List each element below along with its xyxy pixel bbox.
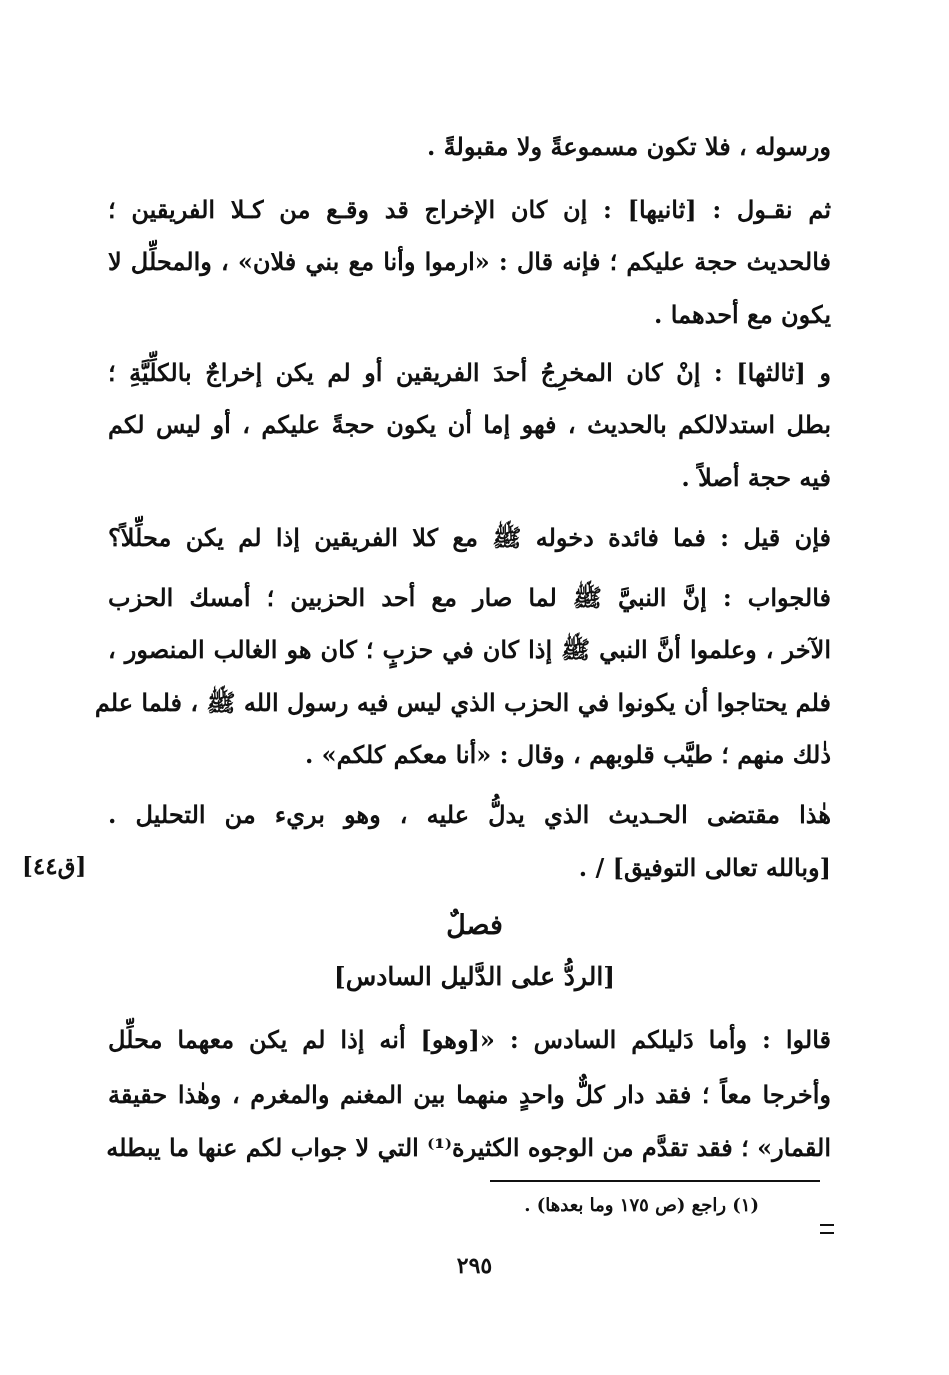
manuscript-folio-note: [ق٤٤]: [22, 853, 87, 880]
text-line-12: ذٰلك منهم ؛ طيَّب قلوبهم ، وقال : «أنا معكم كلكم» .: [304, 740, 831, 769]
text-line-5: و [ثالثها] : إنْ كان المخرِجُ أحدَ الفريقين أو لم يكن إخراجٌ بالكلِّيَّةِ ؛: [108, 358, 831, 387]
text-line-13: هٰذا مقتضى الحـديث الذي يدلُّ عليه ، وهو بريء من التحليل .: [108, 800, 831, 829]
text-line-11: فلم يحتاجوا أن يكونوا في الحزب الذي ليس فيه رسول الله ﷺ ، فلما علم: [94, 688, 831, 717]
text-line-15: قالوا : وأما دَليلكم السادس : «[وهو] أنه إذا لم يكن معهما محلِّل: [108, 1025, 831, 1054]
page-number: ٢٩٥: [456, 1253, 493, 1279]
section-heading: فصلٌ: [446, 910, 503, 941]
text-line-14: [وبالله تعالى التوفيق] / .: [578, 853, 831, 882]
text-line-1: ورسوله ، فلا تكون مسموعةً ولا مقبولةً .: [426, 132, 831, 161]
text-line-16: وأخرجا معاً ؛ فقد دار كلٌّ واحدٍ منهما بين المغنم والمغرم ، وهٰذا حقيقة: [108, 1080, 831, 1109]
text-line-4: يكون مع أحدهما .: [654, 300, 831, 329]
text-line-17: القمار» ؛ فقد تقدَّم من الوجوه الكثيرة⁽¹⁾ التي لا جواب لكم عنها ما يبطله: [106, 1133, 831, 1162]
text-line-7: فيه حجة أصلاً .: [681, 463, 831, 492]
text-line-3: فالحديث حجة عليكم ؛ فإنه قال : «ارموا وأنا مع بني فلان» ، والمحلِّل لا: [108, 247, 831, 276]
text-line-10: الآخر ، وعلموا أنَّ النبي ﷺ إذا كان في حزبٍ ؛ كان هو الغالب المنصور ،: [108, 635, 831, 664]
text-line-6: بطل استدلالكم بالحديث ، فهو إما أن يكون حجةً عليكم ، أو ليس لكم: [108, 410, 831, 439]
equals-mark: [820, 1224, 834, 1234]
footnote: (١) راجع (ص ١٧٥ وما بعدها) .: [524, 1195, 759, 1216]
text-line-9: فالجواب : إنَّ النبيَّ ﷺ لما صار مع أحد الحزبين ؛ أمسك الحزب: [108, 583, 831, 612]
text-line-8: فإن قيل : فما فائدة دخوله ﷺ مع كلا الفريقين إذا لم يكن محلِّلاً؟: [108, 523, 831, 552]
text-line-2: ثم نقـول : [ثانيها] : إن كان الإخراج قد وقـع من كـلا الفريقين ؛: [108, 195, 831, 224]
section-subheading: [الردُّ على الدَّليل السادس]: [333, 962, 616, 991]
footnote-separator: [490, 1180, 820, 1182]
